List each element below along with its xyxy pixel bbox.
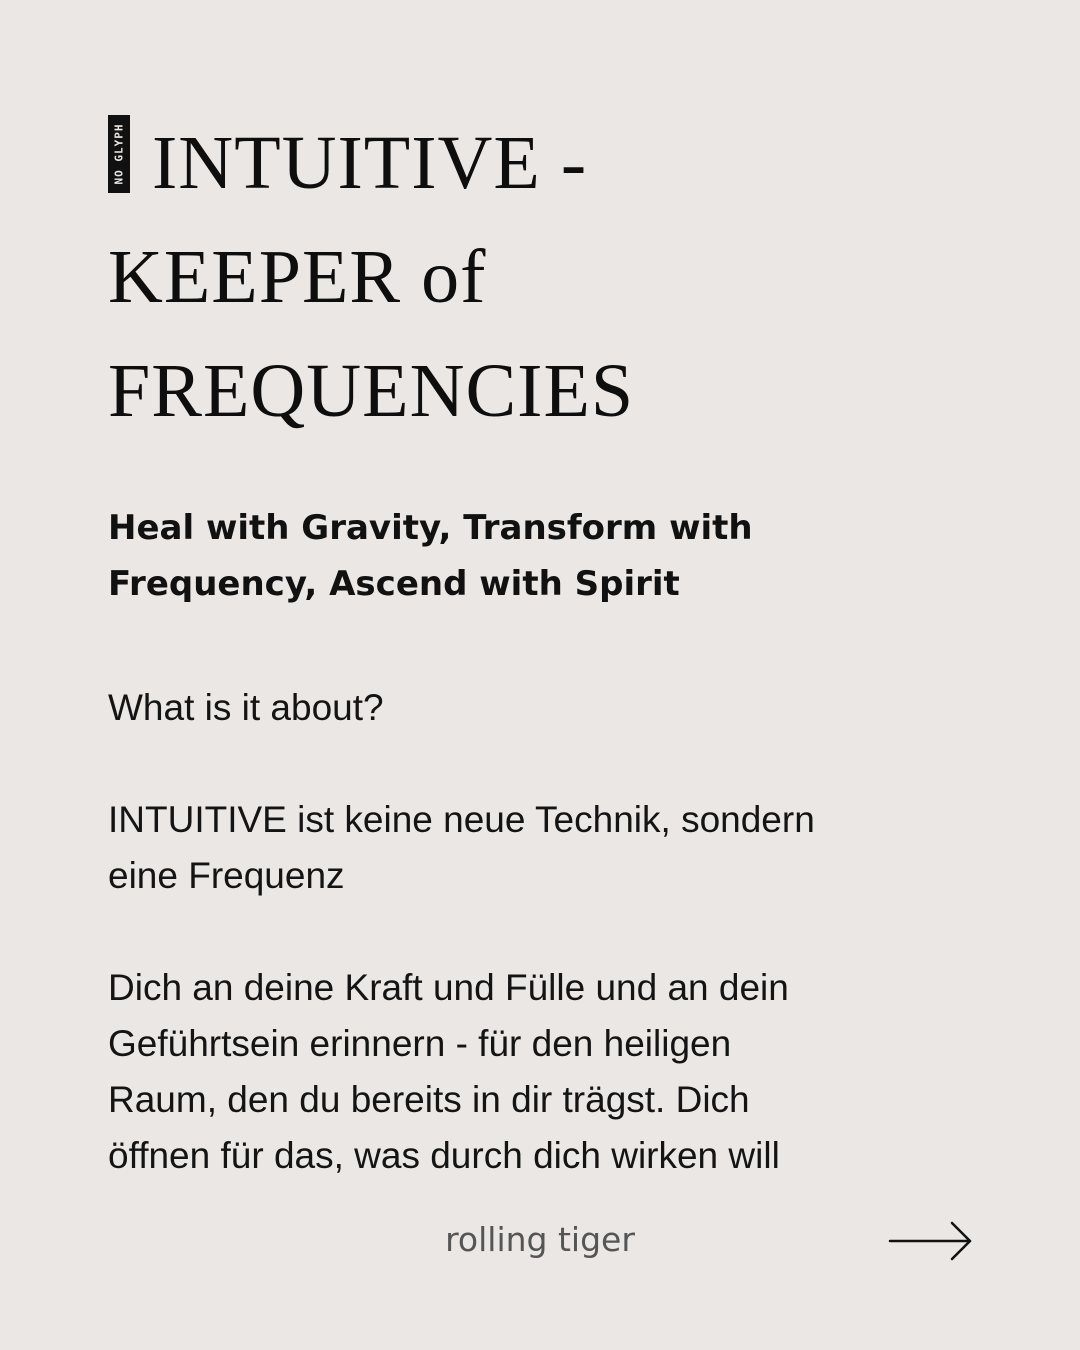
subtitle-line-1: Heal with Gravity, Transform with xyxy=(108,508,753,548)
intro-paragraph xyxy=(108,792,928,904)
body-line-2: Geführtsein erinnern - für den heiligen xyxy=(108,1023,732,1064)
arrow-right-icon xyxy=(888,1220,974,1262)
body-line-4: öffnen für das, was durch dich wirken will xyxy=(108,1135,780,1176)
page-title xyxy=(108,106,988,448)
intro-line-1: INTUITIVE ist keine neue Technik, sondern xyxy=(108,799,815,840)
title-line-3: FREQUENCIES xyxy=(108,349,635,433)
question-text: What is it about? xyxy=(108,687,384,728)
next-button[interactable] xyxy=(888,1220,974,1262)
missing-glyph-icon: NO GLYPH xyxy=(108,115,130,193)
body-line-3: Raum, den du bereits in dir trägst. Dich xyxy=(108,1079,750,1120)
body-line-1: Dich an deine Kraft und Fülle und an dein xyxy=(108,967,789,1008)
brand-name: rolling tiger xyxy=(445,1220,635,1259)
title-line-1 xyxy=(108,106,988,220)
body-paragraph xyxy=(108,960,928,1184)
title-line-2: KEEPER of xyxy=(108,235,487,319)
subtitle-line-2: Frequency, Ascend with Spirit xyxy=(108,564,680,604)
intro-line-2: eine Frequenz xyxy=(108,855,345,896)
subtitle xyxy=(108,500,928,612)
title-line-1-text: INTUITIVE - xyxy=(152,121,588,205)
